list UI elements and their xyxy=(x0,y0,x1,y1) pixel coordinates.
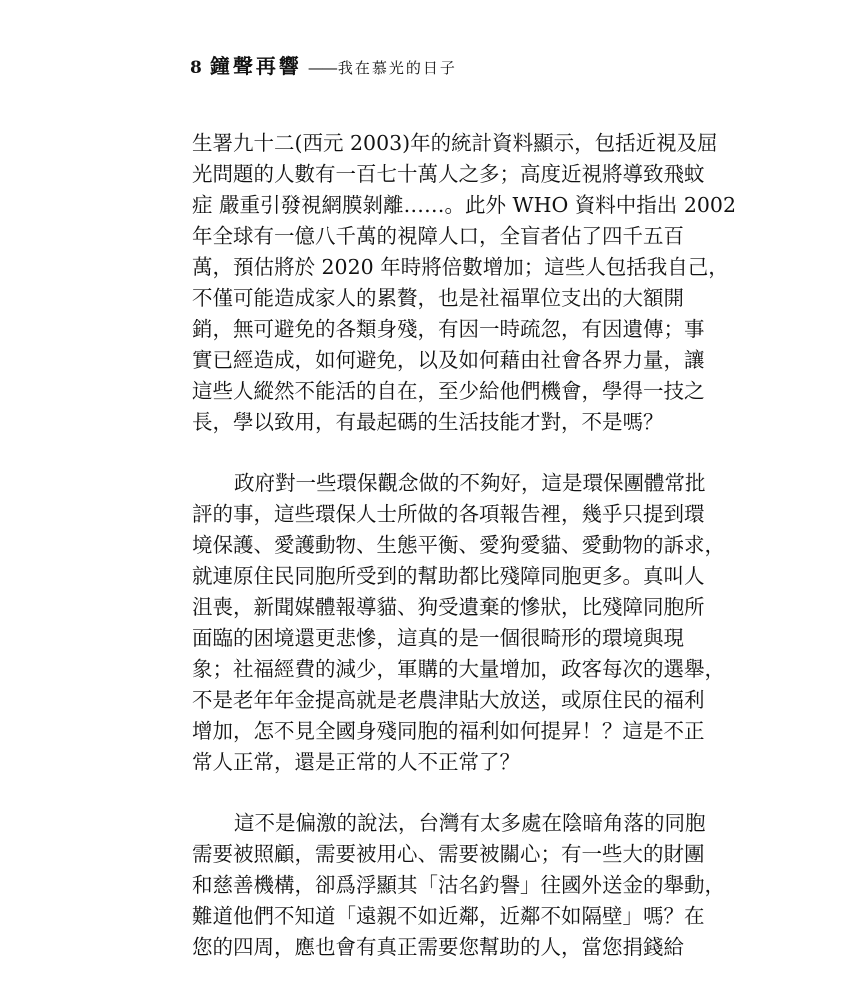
paragraph-1 xyxy=(192,128,736,438)
text-line: 不是老年年金提高就是老農津貼大放送，或原住民的福利 xyxy=(192,688,705,712)
text-line: 政府對一些環保觀念做的不夠好，這是環保團體常批 xyxy=(234,471,706,495)
running-header xyxy=(190,50,457,80)
text-line: 沮喪，新聞媒體報導貓、狗受遺棄的慘狀，比殘障同胞所 xyxy=(192,595,705,619)
text-line: 常人正常，還是正常的人不正常了？ xyxy=(192,750,520,774)
text-line: 難道他們不知道「遠親不如近鄰，近鄰不如隔壁」嗎？在 xyxy=(192,904,705,928)
text-line: 境保護、愛護動物、生態平衡、愛狗愛貓、愛動物的訴求， xyxy=(192,533,725,557)
text-line: 症 嚴重引發視網膜剝離……。此外 WHO 資料中指出 2002 xyxy=(192,193,736,217)
text-line: 光問題的人數有一百七十萬人之多；高度近視將導致飛蚊 xyxy=(192,162,705,186)
paragraph-2 xyxy=(192,468,725,778)
text-line: 和慈善機構，卻爲浮顯其「沽名釣譽」往國外送金的舉動， xyxy=(192,873,725,897)
text-line: 長，學以致用，有最起碼的生活技能才對，不是嗎？ xyxy=(192,410,664,434)
header-dash: —— xyxy=(307,58,336,77)
text-line: 象；社福經費的減少，軍購的大量增加，政客每次的選舉， xyxy=(192,657,725,681)
text-line: 這些人縱然不能活的自在，至少給他們機會，學得一技之 xyxy=(192,379,705,403)
book-subtitle: 我在慕光的日子 xyxy=(337,59,457,77)
page-number: 8 xyxy=(190,58,202,78)
text-line: 面臨的困境還更悲慘，這真的是一個很畸形的環境與現 xyxy=(192,626,684,650)
text-line: 銷，無可避免的各類身殘，有因一時疏忽，有因遺傳；事 xyxy=(192,317,705,341)
text-line: 不僅可能造成家人的累贅，也是社福單位支出的大額開 xyxy=(192,286,684,310)
text-line: 這不是偏激的說法，台灣有太多處在陰暗角落的同胞 xyxy=(234,811,706,835)
text-line: 萬，預估將於 2020 年時將倍數增加；這些人包括我自己， xyxy=(192,255,729,279)
text-line: 年全球有一億八千萬的視障人口，全盲者佔了四千五百 xyxy=(192,224,684,248)
book-title: 鐘聲再響 xyxy=(209,54,302,78)
text-line: 生署九十二(西元 2003)年的統計資料顯示，包括近視及屈 xyxy=(192,131,718,155)
text-line: 您的四周，應也會有真正需要您幫助的人，當您捐錢給 xyxy=(192,935,684,959)
text-line: 需要被照顧，需要被用心、需要被關心；有一些大的財團 xyxy=(192,842,705,866)
text-line: 實已經造成，如何避免，以及如何藉由社會各界力量，讓 xyxy=(192,348,705,372)
text-line: 評的事，這些環保人士所做的各項報告裡，幾乎只提到環 xyxy=(192,502,705,526)
body-text xyxy=(192,128,736,993)
text-line: 增加，怎不見全國身殘同胞的福利如何提昇！？這是不正 xyxy=(192,719,705,743)
text-line: 就連原住民同胞所受到的幫助都比殘障同胞更多。真叫人 xyxy=(192,564,705,588)
paragraph-3 xyxy=(192,808,725,963)
